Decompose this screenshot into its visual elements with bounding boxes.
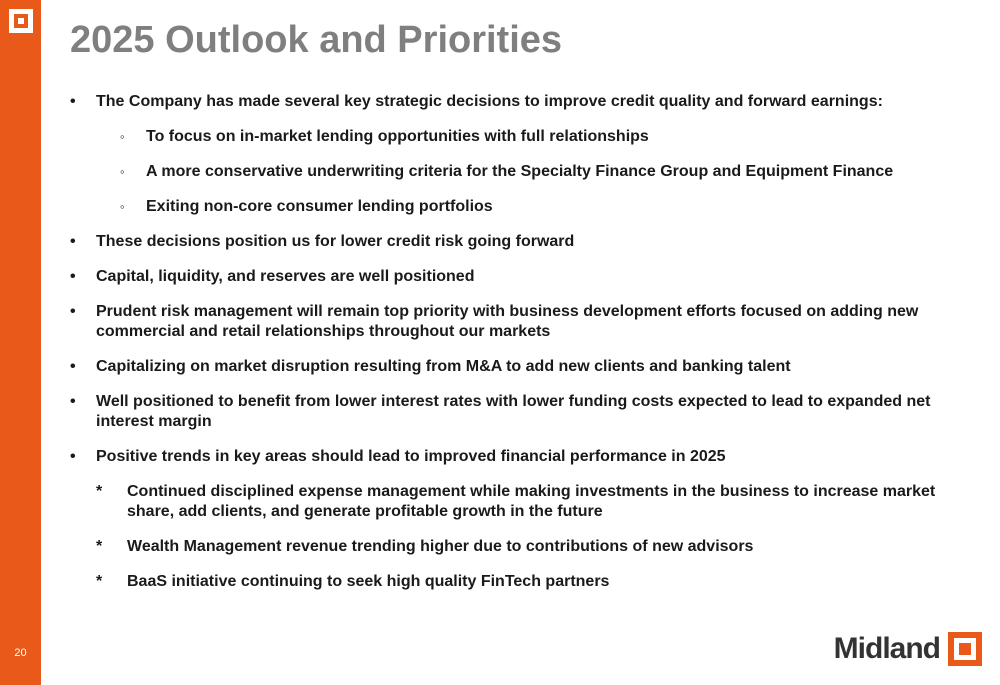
bullet-text: Capital, liquidity, and reserves are well positioned (96, 268, 475, 285)
star-bullet-text: BaaS initiative continuing to seek high quality FinTech partners (127, 573, 610, 590)
bullet-marker: • (70, 393, 76, 410)
bullet-marker: • (70, 268, 76, 285)
brand-name: Midland (833, 632, 940, 665)
bullet-item (70, 357, 940, 377)
bullet-item (70, 302, 940, 342)
star-bullet-item (96, 537, 940, 557)
star-bullet-marker: * (96, 538, 103, 555)
sub-bullet-item (120, 127, 940, 147)
star-bullet-text: Continued disciplined expense management while making investments in the business to increase market share, add clients, and generate profitable growth in the future (127, 483, 936, 520)
sidebar-accent-bar (0, 0, 41, 685)
midland-logo-icon (948, 632, 982, 666)
star-bullet-item (96, 572, 940, 592)
sub-bullet-marker: ◦ (120, 199, 125, 214)
star-bullet-text: Wealth Management revenue trending higher due to contributions of new advisors (127, 538, 754, 555)
page-number: 20 (14, 647, 27, 659)
bullet-marker: • (70, 303, 76, 320)
bullet-text: The Company has made several key strategic decisions to improve credit quality and forward earnings: (96, 93, 883, 110)
bullet-text: Prudent risk management will remain top priority with business development efforts focused on adding new commercial and retail relationships throughout our markets (96, 303, 919, 340)
slide-title: 2025 Outlook and Priorities (70, 19, 563, 61)
bullet-marker: • (70, 93, 76, 110)
sub-bullet-marker: ◦ (120, 164, 125, 179)
bullet-text: Capitalizing on market disruption resulting from M&A to add new clients and banking talent (96, 358, 791, 375)
bullet-marker: • (70, 448, 76, 465)
bullet-text: Positive trends in key areas should lead to improved financial performance in 2025 (96, 448, 726, 465)
star-bullet-marker: * (96, 573, 103, 590)
sub-bullet-text: Exiting non-core consumer lending portfolios (146, 198, 493, 215)
bullet-item (70, 392, 940, 432)
bullet-list (70, 92, 940, 607)
bullet-item (70, 92, 940, 112)
bullet-item (70, 232, 940, 252)
star-bullet-marker: * (96, 483, 103, 500)
sub-bullet-item (120, 197, 940, 217)
bullet-marker: • (70, 233, 76, 250)
bullet-text: These decisions position us for lower credit risk going forward (96, 233, 575, 250)
bullet-item (70, 447, 940, 467)
star-bullet-item (96, 482, 940, 522)
sub-bullet-text: A more conservative underwriting criteria for the Specialty Finance Group and Equipment Finance (146, 163, 894, 180)
bullet-text: Well positioned to benefit from lower interest rates with lower funding costs expected to lead to expanded net interest margin (96, 393, 931, 430)
sub-bullet-text: To focus on in-market lending opportunities with full relationships (146, 128, 649, 145)
bullet-marker: • (70, 358, 76, 375)
bullet-item (70, 267, 940, 287)
sub-bullet-marker: ◦ (120, 129, 125, 144)
midland-square-icon (9, 9, 33, 33)
brand-logo-group (834, 632, 982, 666)
sub-bullet-item (120, 162, 940, 182)
